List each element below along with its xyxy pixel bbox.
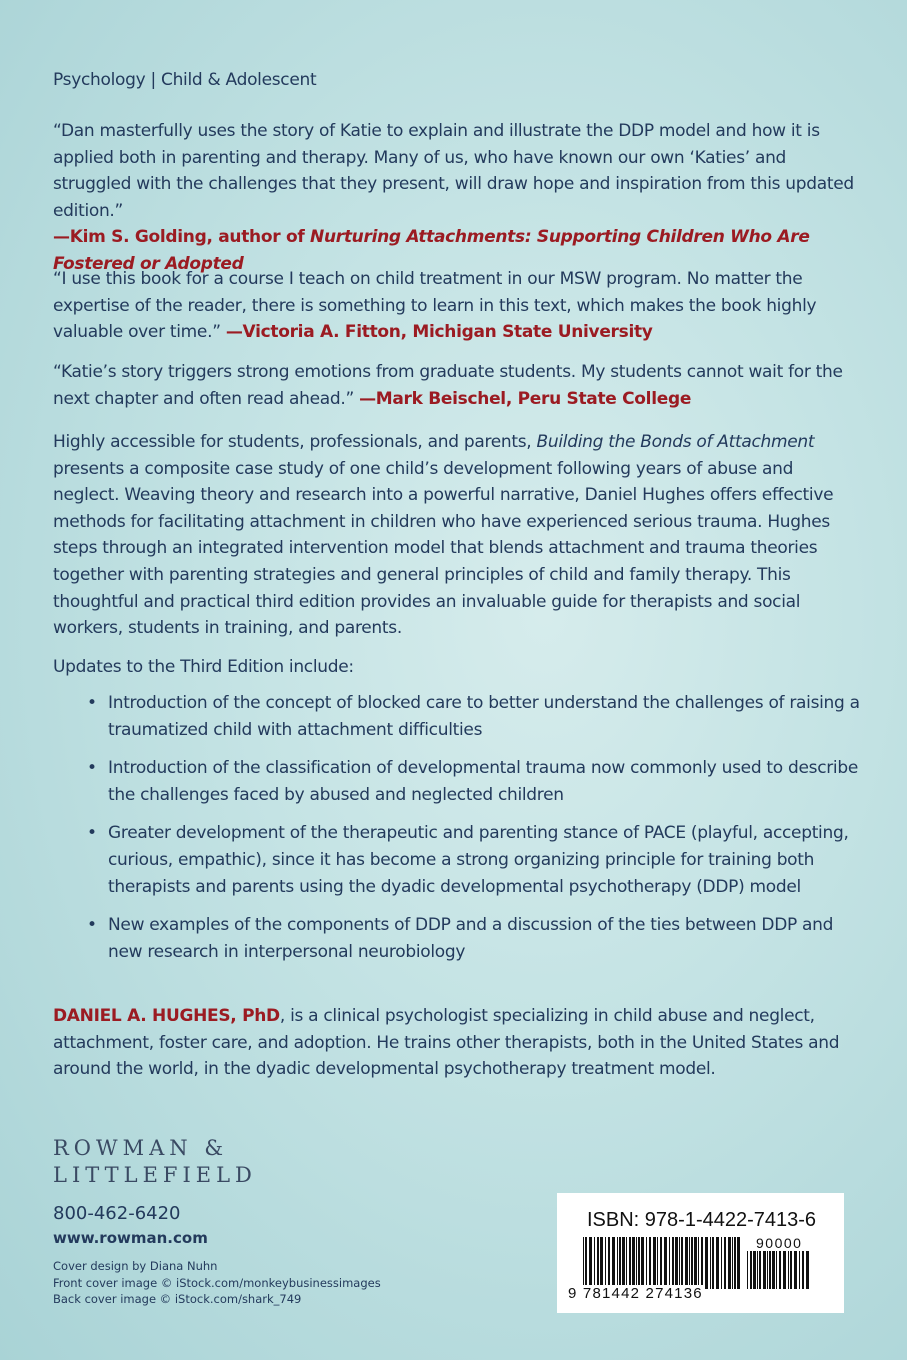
barcode-addon-digits: 90000: [756, 1235, 803, 1251]
list-item: [85, 820, 865, 900]
cover-credits: [53, 1258, 381, 1308]
bullet-icon: •: [87, 758, 97, 779]
updates-heading: Updates to the Third Edition include:: [53, 657, 354, 677]
publisher-url: www.rowman.com: [53, 1229, 208, 1247]
list-item: [85, 912, 865, 965]
barcode-addon-bars-icon: [747, 1251, 809, 1289]
quote-attribution: —Victoria A. Fitton, Michigan State University: [225, 322, 653, 343]
list-item-text: New examples of the components of DDP and a discussion of the ties between DDP and new research in interpersonal neurobiology: [108, 915, 834, 962]
list-item: [85, 755, 865, 808]
isbn-label: ISBN: 978-1-4422-7413-6: [587, 1209, 817, 1231]
description-lead: Highly accessible for students, professionals, and parents,: [53, 432, 537, 452]
book-title: Building the Bonds of Attachment: [536, 432, 815, 452]
quote-attribution: —Mark Beischel, Peru State College: [359, 388, 692, 409]
credit-line: Front cover image © iStock.com/monkeybusinessimages: [53, 1275, 381, 1290]
quote-attribution: —Kim S. Golding, author of: [53, 227, 311, 248]
bullet-icon: •: [87, 693, 97, 713]
bullet-icon: •: [87, 823, 97, 844]
category-label: Psychology | Child & Adolescent: [53, 70, 317, 90]
list-item-text: Introduction of the concept of blocked care to better understand the challenges of raising a traumatized child with attachment difficulties: [108, 693, 860, 740]
barcode-bars-icon: [583, 1237, 740, 1289]
quote-text: “Dan masterfully uses the story of Katie to explain and illustrate the DDP model and how it is applied both in parenting and therapy. Many of us, who have known our own ‘Katies’ and struggled with the challenges that they present, will draw hope and inspiration from this updated edition.”: [53, 121, 854, 221]
quote-text: “Katie’s story triggers strong emotions from graduate students. My students cannot wait for the next chapter and often read ahead.”: [53, 362, 843, 409]
author-bio: [53, 1003, 863, 1083]
barcode-digits: 9 781442 274136: [568, 1285, 703, 1302]
book-description: [53, 429, 863, 642]
author-name: DANIEL A. HUGHES, PhD: [53, 1006, 280, 1026]
quote-attribution-title: Nurturing Attachments: Supporting Children Who Are Fostered or Adopted: [53, 227, 810, 274]
updates-list: [85, 690, 865, 977]
credit-line: Cover design by Diana Nuhn: [53, 1259, 218, 1273]
list-item: [85, 690, 865, 743]
author-bio-text: , is a clinical psychologist specializing in child abuse and neglect, attachment, foster care, and adoption. He trains other therapists, both in the United States and around the world, in the dyadic developmental psychotherapy treatment model.: [53, 1006, 840, 1080]
review-quote-2: [53, 266, 863, 346]
publisher-logo-line2: LITTLEFIELD: [53, 1163, 257, 1187]
publisher-phone: 800-462-6420: [53, 1203, 181, 1224]
credit-line: Back cover image © iStock.com/shark_749: [53, 1292, 302, 1306]
quote-text: “I use this book for a course I teach on child treatment in our MSW program. No matter the expertise of the reader, there is something to learn in this text, which makes the book highly valuable over time.”: [53, 269, 817, 343]
review-quote-1: [53, 118, 863, 278]
list-item-text: Greater development of the therapeutic and parenting stance of PACE (playful, accepting, curious, empathic), since it has become a strong organizing principle for training both therapists and parents using the dyadic developmental psychotherapy (DDP) model: [108, 823, 849, 897]
bullet-icon: •: [87, 915, 97, 936]
review-quote-3: [53, 359, 863, 412]
list-item-text: Introduction of the classification of developmental trauma now commonly used to describe the challenges faced by abused and neglected children: [108, 758, 858, 805]
publisher-logo: [53, 1135, 257, 1189]
publisher-logo-line1: ROWMAN &: [53, 1136, 229, 1160]
description-body: presents a composite case study of one child’s development following years of abuse and neglect. Weaving theory and research into a powerful narrative, Daniel Hughes offers effective methods for facilitating attachment in children who have experienced serious trauma. Hughes steps through an integrated intervention model that blends attachment and trauma theories together with parenting strategies and general principles of child and family therapy. This thoughtful and practical third edition provides an invaluable guide for therapists and social workers, students in training, and parents.: [53, 458, 834, 639]
isbn-barcode: [557, 1193, 844, 1313]
